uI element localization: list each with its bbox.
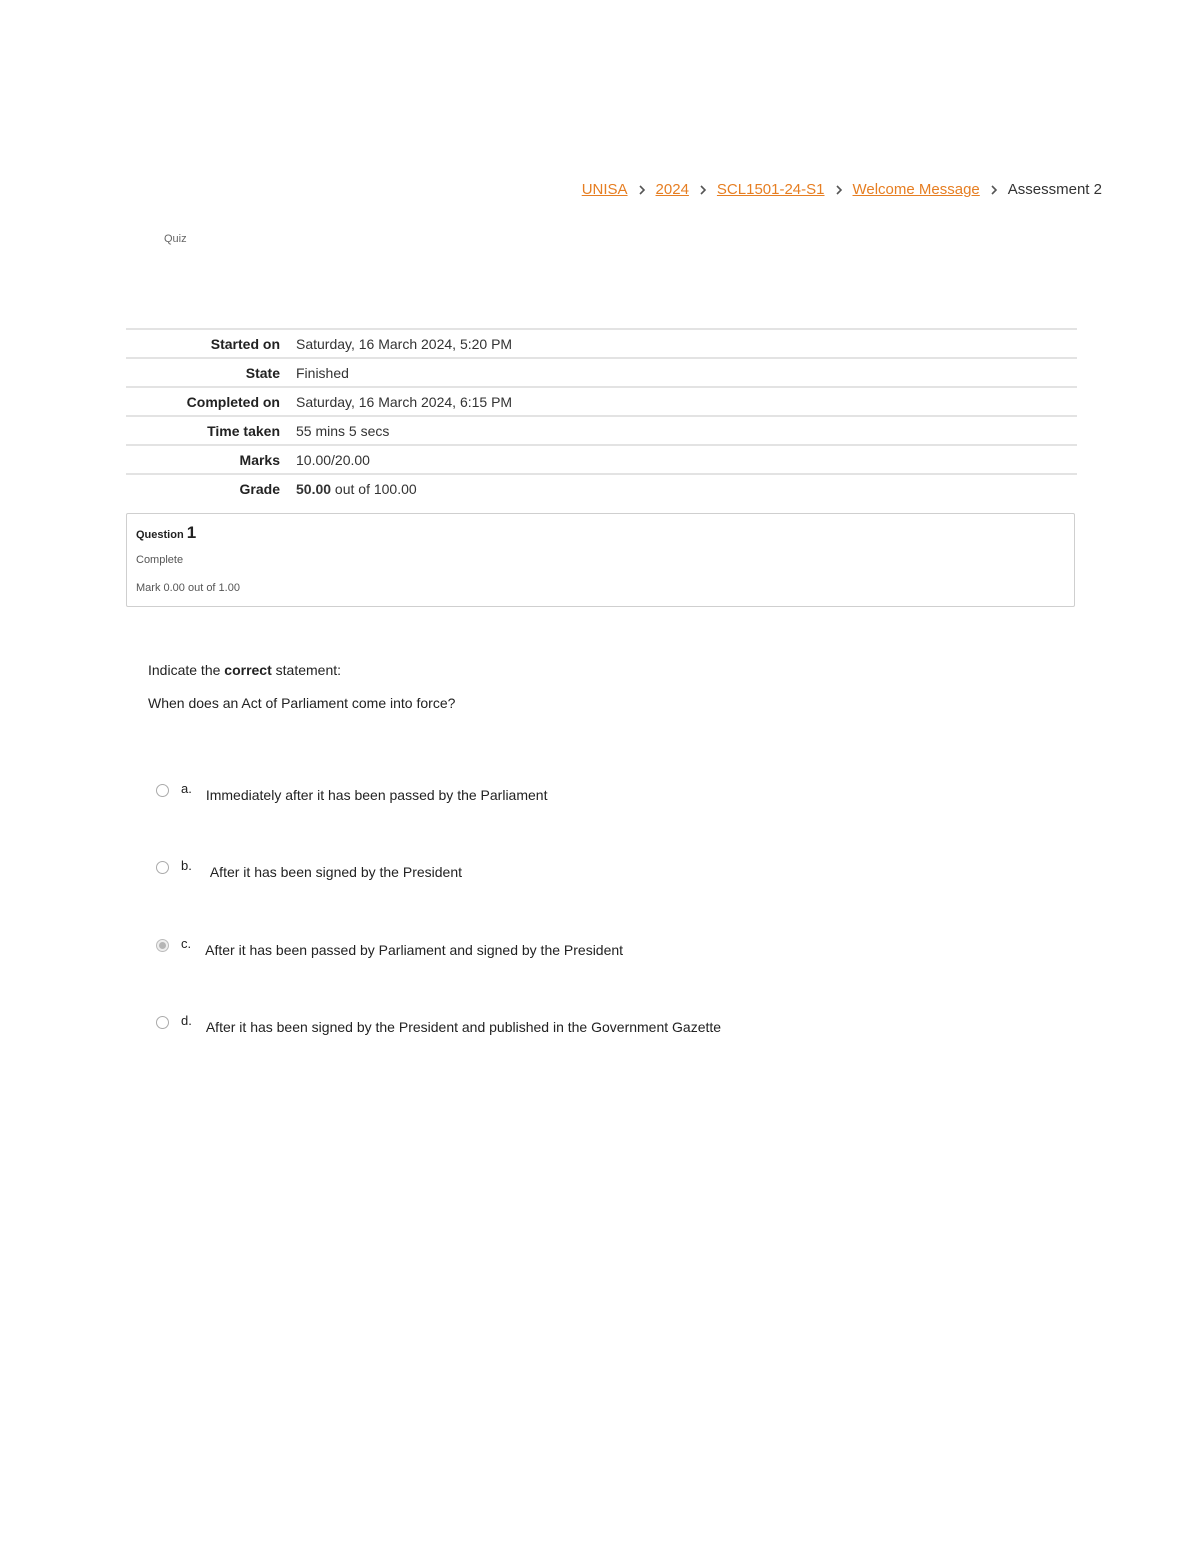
chevron-right-icon [628,181,656,198]
summary-label: Completed on [186,394,280,410]
question-number [136,523,196,543]
question-info-box [126,513,1075,607]
summary-label: State [245,365,280,381]
summary-row-grade [126,474,1077,502]
option-letter: d. [181,1013,192,1028]
chevron-right-icon [980,181,1008,198]
summary-value: Saturday, 16 March 2024, 5:20 PM [296,336,513,352]
option-text: Immediately after it has been passed by the Parliament [205,787,548,803]
instruction-bold: correct [224,662,272,678]
option-text: After it has been signed by the President and published in the Government Gazette [205,1019,722,1035]
attempt-summary-table [126,328,1077,502]
question-mark: Mark 0.00 out of 1.00 [136,582,240,594]
option-letter: c. [181,936,192,951]
radio-button-selected[interactable] [156,939,169,952]
question-text: When does an Act of Parliament come into force? [148,695,456,711]
summary-value: Finished [296,365,349,381]
summary-label: Time taken [207,423,280,439]
option-letter: b. [181,858,192,873]
summary-row-state [126,358,1077,387]
breadcrumb-link-unisa[interactable]: UNISA [581,181,628,198]
radio-button[interactable] [156,1016,169,1029]
radio-button[interactable] [156,861,169,874]
summary-label: Started on [210,336,280,352]
instruction-post: statement: [271,662,342,678]
grade-out-of: out of 100.00 [331,481,417,497]
summary-row-completed [126,387,1077,416]
breadcrumb [582,181,1102,198]
summary-label: Grade [239,481,280,497]
answer-option-d[interactable] [156,1013,722,1035]
chevron-right-icon [825,181,853,198]
summary-row-marks [126,445,1077,474]
chevron-right-icon [689,181,717,198]
option-text: After it has been passed by Parliament and signed by the President [205,942,624,958]
instruction-pre: Indicate the [148,662,225,678]
grade-value: 50.00 [296,481,332,497]
summary-row-started [126,329,1077,358]
breadcrumb-link-year[interactable]: 2024 [655,181,689,198]
option-text: After it has been signed by the President [209,864,463,880]
summary-value: Saturday, 16 March 2024, 6:15 PM [296,394,513,410]
answer-option-c[interactable] [156,936,624,958]
summary-value: 10.00/20.00 [296,452,370,468]
summary-value: 55 mins 5 secs [296,423,390,439]
question-number-value: 1 [186,523,197,542]
summary-label: Marks [239,452,280,468]
summary-row-time-taken [126,416,1077,445]
radio-button[interactable] [156,784,169,797]
breadcrumb-link-course[interactable]: SCL1501-24-S1 [716,181,825,198]
breadcrumb-current: Assessment 2 [1007,181,1102,198]
answer-option-b[interactable] [156,858,463,880]
option-letter: a. [181,781,192,796]
quiz-label: Quiz [164,233,187,245]
summary-value [296,474,1077,502]
question-instruction [148,662,341,678]
question-state: Complete [136,554,184,566]
answer-option-a[interactable] [156,781,548,803]
breadcrumb-link-welcome-message[interactable]: Welcome Message [852,181,980,198]
question-label: Question [136,529,184,541]
